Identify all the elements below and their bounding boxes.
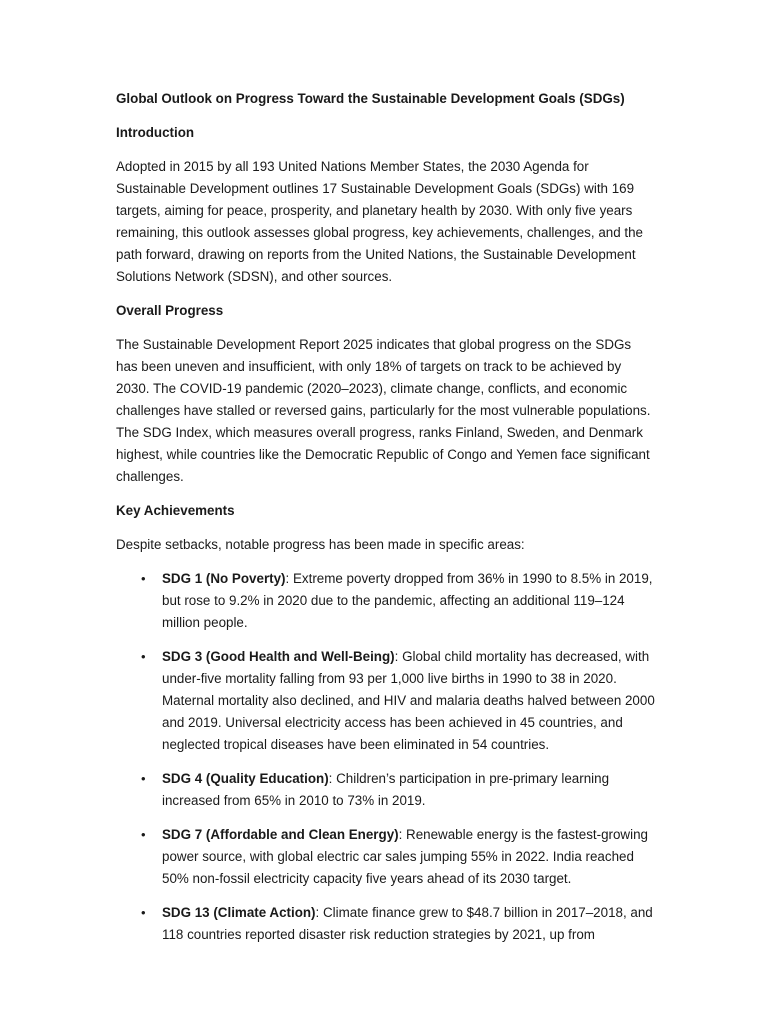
achievement-text: : Climate finance grew to $48.7 billion in 2017–2018, and 118 countries reported disaster risk reduction strategies by 2021, up from <box>162 905 653 942</box>
achievement-text: : Global child mortality has decreased, with under-five mortality falling from 93 per 1,000 live births in 1990 to 38 in 2020. Maternal mortality also declined, and HIV and malaria deaths halved between 2000 and 2019. Universal electricity access has been achieved in 45 countries, and neglected tropical diseases have been eliminated in 54 countries. <box>162 649 655 752</box>
document-page <box>116 88 656 958</box>
list-item <box>116 646 656 756</box>
list-item <box>116 568 656 634</box>
achievement-label: SDG 13 (Climate Action) <box>162 905 316 920</box>
achievement-label: SDG 3 (Good Health and Well-Being) <box>162 649 395 664</box>
section-heading-introduction: Introduction <box>116 125 195 140</box>
bullet-icon: • <box>141 827 146 842</box>
section-heading-key-achievements: Key Achievements <box>116 503 235 518</box>
bullet-icon: • <box>141 571 146 586</box>
document-title: Global Outlook on Progress Toward the Sustainable Development Goals (SDGs) <box>116 91 625 106</box>
list-item <box>116 768 656 812</box>
achievement-text: : Renewable energy is the fastest-growing power source, with global electric car sales jumping 55% in 2022. India reached 50% non-fossil electricity capacity five years ahead of its 2030 target. <box>162 827 648 886</box>
list-item <box>116 902 656 946</box>
bullet-icon: • <box>141 905 146 920</box>
list-item <box>116 824 656 890</box>
bullet-icon: • <box>141 771 146 786</box>
achievement-label: SDG 4 (Quality Education) <box>162 771 329 786</box>
bullet-icon: • <box>141 649 146 664</box>
achievement-text: : Extreme poverty dropped from 36% in 1990 to 8.5% in 2019, but rose to 9.2% in 2020 due to the pandemic, affecting an additional 119–124 million people. <box>162 571 653 630</box>
achievements-list <box>116 568 656 946</box>
key-achievements-intro: Despite setbacks, notable progress has been made in specific areas: <box>116 537 525 552</box>
overall-progress-paragraph: The Sustainable Development Report 2025 indicates that global progress on the SDGs has been uneven and insufficient, with only 18% of targets on track to be achieved by 2030. The COVID-19 pandemic (2020–2023), climate change, conflicts, and economic challenges have stalled or reversed gains, particularly for the most vulnerable populations. The SDG Index, which measures overall progress, ranks Finland, Sweden, and Denmark highest, while countries like the Democratic Republic of Congo and Yemen face significant challenges. <box>116 337 651 484</box>
achievement-label: SDG 7 (Affordable and Clean Energy) <box>162 827 399 842</box>
section-heading-overall-progress: Overall Progress <box>116 303 224 318</box>
achievement-text: : Children’s participation in pre-primary learning increased from 65% in 2010 to 73% in 2019. <box>162 771 610 808</box>
introduction-paragraph: Adopted in 2015 by all 193 United Nations Member States, the 2030 Agenda for Sustainable Development outlines 17 Sustainable Development Goals (SDGs) with 169 targets, aiming for peace, prosperity, and planetary health by 2030. With only five years remaining, this outlook assesses global progress, key achievements, challenges, and the path forward, drawing on reports from the United Nations, the Sustainable Development Solutions Network (SDSN), and other sources. <box>116 159 643 284</box>
achievement-label: SDG 1 (No Poverty) <box>162 571 286 586</box>
